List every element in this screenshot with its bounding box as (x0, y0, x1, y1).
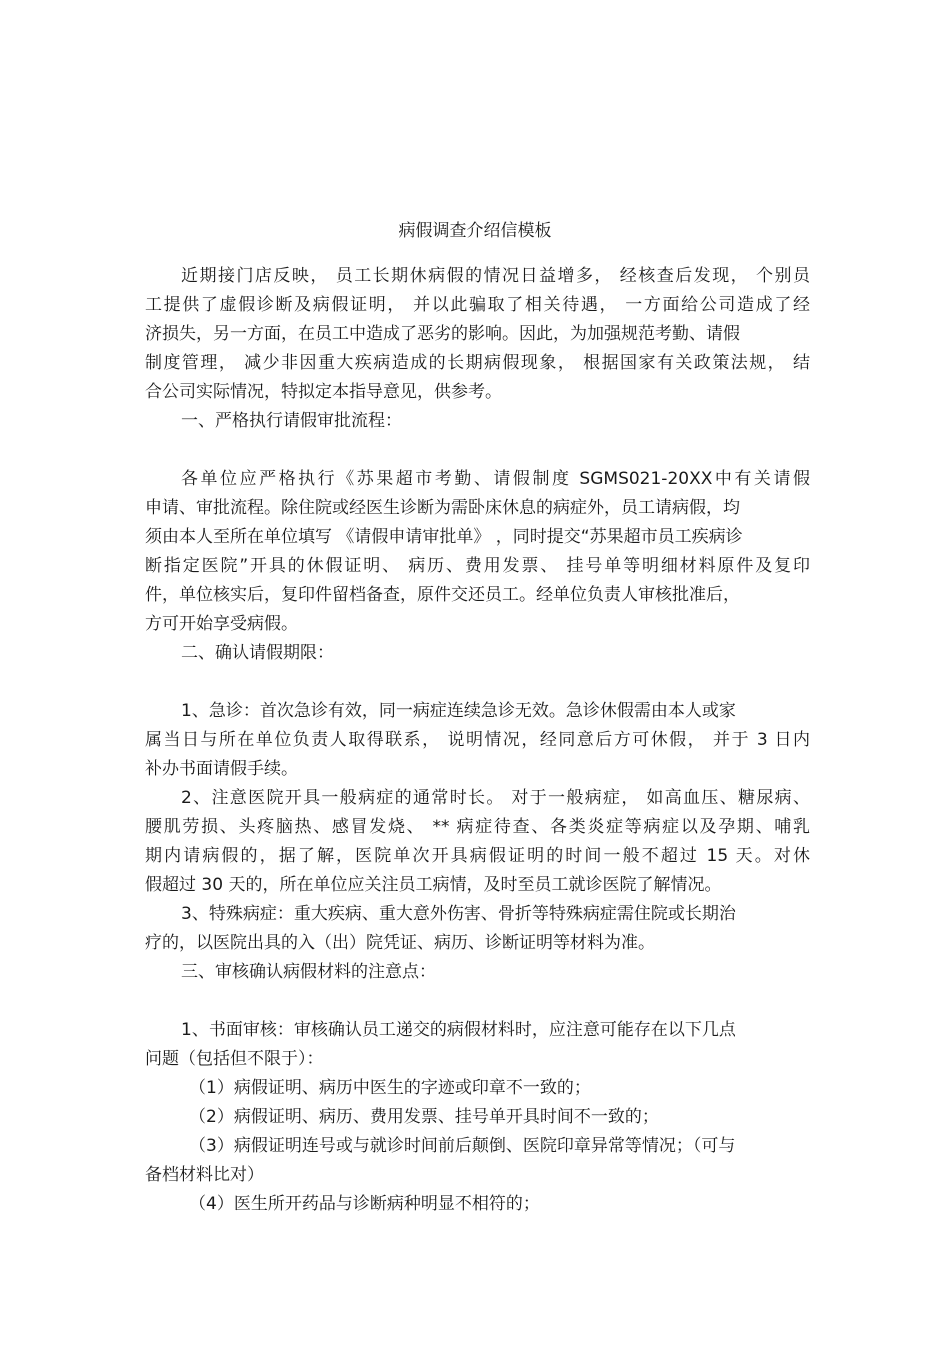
paragraph-line: 近期接门店反映， 员工长期休病假的情况日益增多， 经核查后发现， 个别员 (181, 266, 810, 286)
section-heading: 二、确认请假期限： (181, 643, 334, 663)
paragraph-line: 1、急诊：首次急诊有效，同一病症连续急诊无效。急诊休假需由本人或家 (181, 701, 736, 721)
list-item: （4）医生所开药品与诊断病种明显不相符的； (189, 1194, 540, 1214)
paragraph-line: 3、特殊病症：重大疾病、重大意外伤害、骨折等特殊病症需住院或长期治 (181, 904, 736, 924)
paragraph-line: 1、书面审核：审核确认员工递交的病假材料时，应注意可能存在以下几点 (181, 1020, 736, 1040)
paragraph-line: 期内请病假的，据了解，医院单次开具病假证明的时间一般不超过 15 天。对休 (145, 846, 810, 866)
paragraph-line: 申请、审批流程。除住院或经医生诊断为需卧床休息的病症外，员工请病假，均 (145, 498, 740, 518)
document-title: 病假调查介绍信模板 (398, 221, 552, 241)
document-body (145, 262, 810, 1219)
paragraph-line: 件，单位核实后，复印件留档备查，原件交还员工。经单位负责人审核批准后， (145, 585, 740, 605)
paragraph-line: 疗的，以医院出具的入（出）院凭证、病历、诊断证明等材料为准。 (145, 933, 655, 953)
section-heading: 一、严格执行请假审批流程： (181, 411, 402, 431)
paragraph-line: 断指定医院”开具的休假证明、 病历、费用发票、 挂号单等明细材料原件及复印 (145, 556, 810, 576)
paragraph-line: 补办书面请假手续。 (145, 759, 298, 779)
list-item-continuation: 备档材料比对） (145, 1165, 264, 1185)
list-item: （2）病假证明、病历、费用发票、挂号单开具时间不一致的； (189, 1107, 659, 1127)
section-heading: 三、审核确认病假材料的注意点： (181, 962, 436, 982)
list-item: （3）病假证明连号或与就诊时间前后颠倒、医院印章异常等情况；（可与 (189, 1136, 736, 1156)
paragraph-line: 方可开始享受病假。 (145, 614, 298, 634)
list-item: （1）病假证明、病历中医生的字迹或印章不一致的； (189, 1078, 591, 1098)
paragraph-line: 问题（包括但不限于）： (145, 1049, 324, 1069)
paragraph-line: 合公司实际情况，特拟定本指导意见，供参考。 (145, 382, 502, 402)
paragraph-line: 腰肌劳损、头疼脑热、感冒发烧、 ** 病症待查、各类炎症等病症以及孕期、哺乳 (145, 817, 810, 837)
paragraph-line: 制度管理， 减少非因重大疾病造成的长期病假现象， 根据国家有关政策法规， 结 (145, 353, 810, 373)
paragraph-line: 2、注意医院开具一般病症的通常时长。 对于一般病症， 如高血压、糖尿病、 (181, 788, 810, 808)
paragraph-line: 假超过 30 天的，所在单位应关注员工病情，及时至员工就诊医院了解情况。 (145, 875, 722, 895)
paragraph-line: 属当日与所在单位负责人取得联系， 说明情况，经同意后方可休假， 并于 3 日内 (145, 730, 810, 750)
paragraph-line: 济损失，另一方面，在员工中造成了恶劣的影响。因此，为加强规范考勤、请假 (145, 324, 740, 344)
paragraph-line: 工提供了虚假诊断及病假证明， 并以此骗取了相关待遇， 一方面给公司造成了经 (145, 295, 810, 315)
paragraph-line: 各单位应严格执行《苏果超市考勤、请假制度 SGMS021-20XX中有关请假 (181, 469, 810, 489)
paragraph-line: 须由本人至所在单位填写 《请假申请审批单》 ，同时提交“苏果超市员工疾病诊 (145, 527, 743, 547)
